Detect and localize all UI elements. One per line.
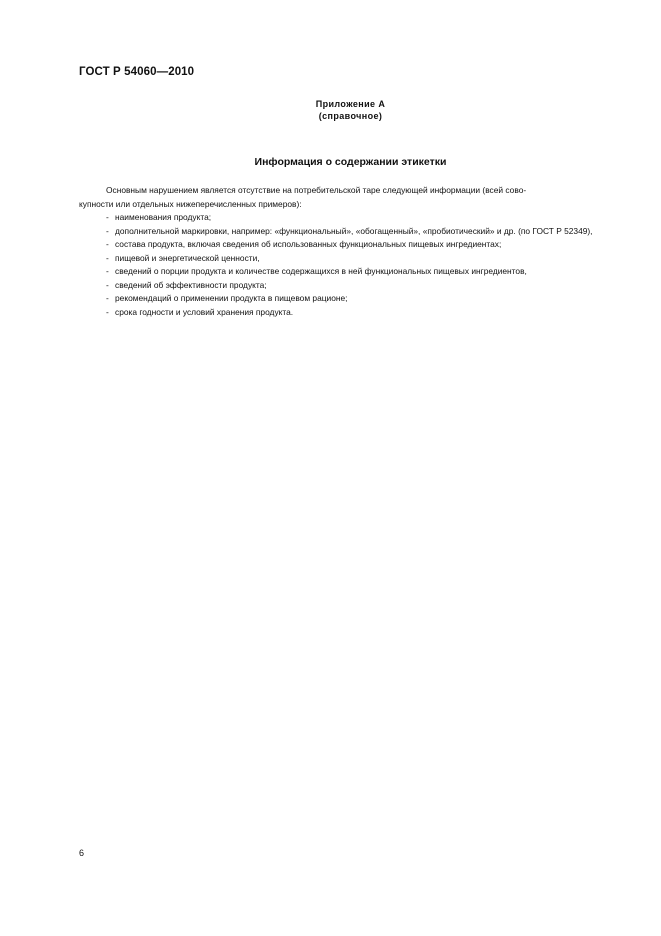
- intro-line-1: Основным нарушением является отсутствие на потребительской таре следующей информации (всей сово-: [106, 185, 527, 195]
- list-item-text: пищевой и энергетической ценности,: [115, 252, 260, 263]
- list-item-text: дополнительной маркировки, например: «функциональный», «обогащенный», «пробиотический» и др. (по ГОСТ Р 52349),: [115, 225, 593, 236]
- list-item-text: рекомендаций о применении продукта в пищевом рационе;: [115, 293, 348, 303]
- list-item-text: сведений об эффективности продукта;: [115, 279, 267, 290]
- list-dash: -: [106, 252, 109, 263]
- list-item: [79, 252, 615, 266]
- list-item: [79, 292, 615, 306]
- body-text: [79, 184, 615, 319]
- list-dash: -: [106, 306, 109, 317]
- list-item-text: сведений о порции продукта и количестве содержащихся в ней функциональных пищевых ингредиентов,: [115, 266, 527, 276]
- list-dash: -: [106, 239, 109, 249]
- document-code: ГОСТ Р 54060—2010: [79, 66, 195, 78]
- list-item-text: состава продукта, включая сведения об использованных функциональных пищевых ингредиентах;: [115, 239, 502, 249]
- section-title: Информация о содержании этикетки: [254, 156, 447, 168]
- appendix-title: Приложение А: [315, 99, 386, 109]
- list-item: [79, 225, 615, 239]
- list-item-text: наименования продукта;: [115, 212, 212, 222]
- list-dash: -: [106, 266, 109, 276]
- list-dash: -: [106, 293, 109, 303]
- list-item: [79, 238, 615, 252]
- list-dash: -: [106, 225, 109, 236]
- appendix-heading: [0, 98, 661, 122]
- intro-line-2: купности или отдельных нижеперечисленных примеров):: [79, 198, 302, 209]
- appendix-subtitle: (справочное): [318, 111, 383, 121]
- list-item: [79, 279, 615, 293]
- list-item: [79, 211, 615, 225]
- list-item: [79, 265, 615, 279]
- list-dash: -: [106, 279, 109, 290]
- list-dash: -: [106, 212, 109, 222]
- intro-paragraph: [79, 184, 615, 211]
- page-number: 6: [79, 848, 85, 858]
- list-item: [79, 306, 615, 320]
- list-item-text: срока годности и условий хранения продукта.: [115, 306, 294, 317]
